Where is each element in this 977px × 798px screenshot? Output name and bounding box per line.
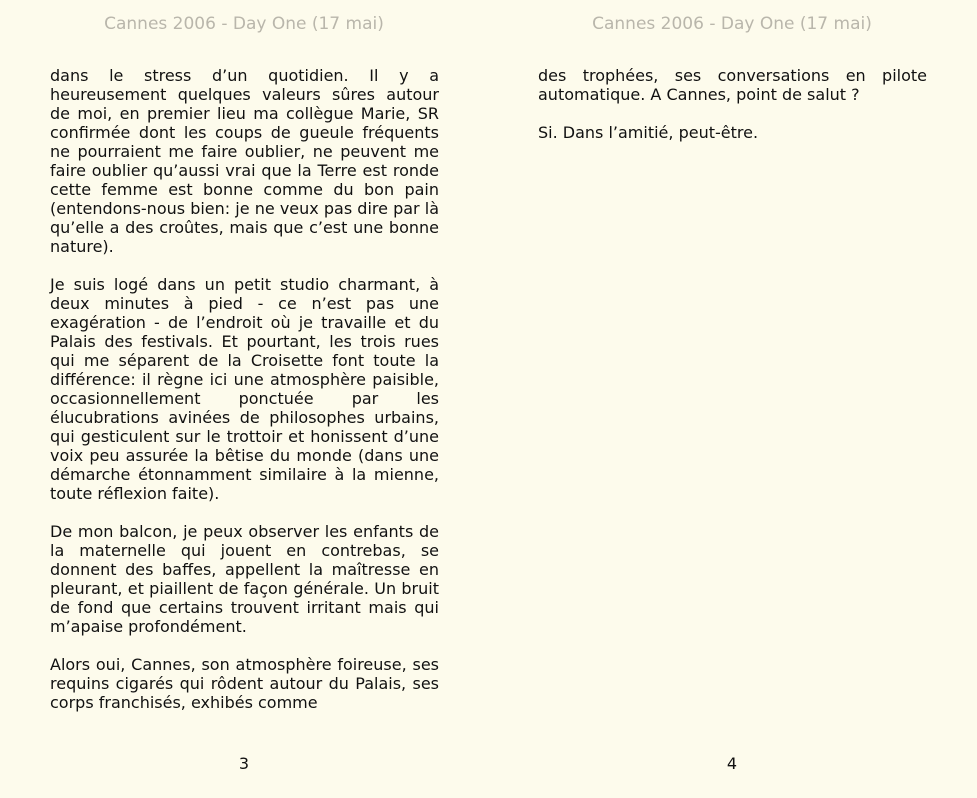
page-number: 4 xyxy=(726,754,738,773)
running-head: Cannes 2006 - Day One (17 mai) xyxy=(592,14,872,34)
page-number: 3 xyxy=(238,754,250,773)
right-page xyxy=(488,0,976,798)
left-page xyxy=(0,0,488,798)
body-text xyxy=(50,66,439,731)
body-text xyxy=(538,66,927,161)
paragraph: dans le stress d’un quotidien. Il y a heureusement quelques valeurs sûres autour de moi, en premier lieu ma collègue Marie, SR confirmée dont les coups de gueule fréquents ne pourraient me faire oublier, ne peuvent me faire oublier qu’aussi vrai que la Terre est ronde cette femme est bonne comme du bon pain (entendons-nous bien: je ne veux pas dire par là qu’elle a des croûtes, mais que c’est une bonne nature). xyxy=(50,66,439,256)
paragraph: Je suis logé dans un petit studio charmant, à deux minutes à pied - ce n’est pas une exagération - de l’endroit où je travaille et du Palais des festivals. Et pourtant, les trois rues qui me séparent de la Croisette font toute la différence: il règne ici une atmosphère paisible, occasionnellement ponctuée par les élucubrations avinées de philosophes urbains, qui gesticulent sur le trottoir et honissent d’une voix peu assurée la bêtise du monde (dans une démarche étonnamment similaire à la mienne, toute réflexion faite). xyxy=(50,275,439,503)
paragraph: De mon balcon, je peux observer les enfants de la maternelle qui jouent en contrebas, se donnent des baffes, appellent la maîtresse en pleurant, et piaillent de façon générale. Un bruit de fond que certains trouvent irritant mais qui m’apaise profondément. xyxy=(50,522,439,636)
paragraph: Alors oui, Cannes, son atmosphère foireuse, ses requins cigarés qui rôdent autour du Palais, ses corps franchisés, exhibés comme xyxy=(50,655,439,712)
running-head: Cannes 2006 - Day One (17 mai) xyxy=(104,14,384,34)
paragraph: Si. Dans l’amitié, peut-être. xyxy=(538,123,759,142)
paragraph: des trophées, ses conversations en pilote automatique. A Cannes, point de salut ? xyxy=(538,66,927,104)
